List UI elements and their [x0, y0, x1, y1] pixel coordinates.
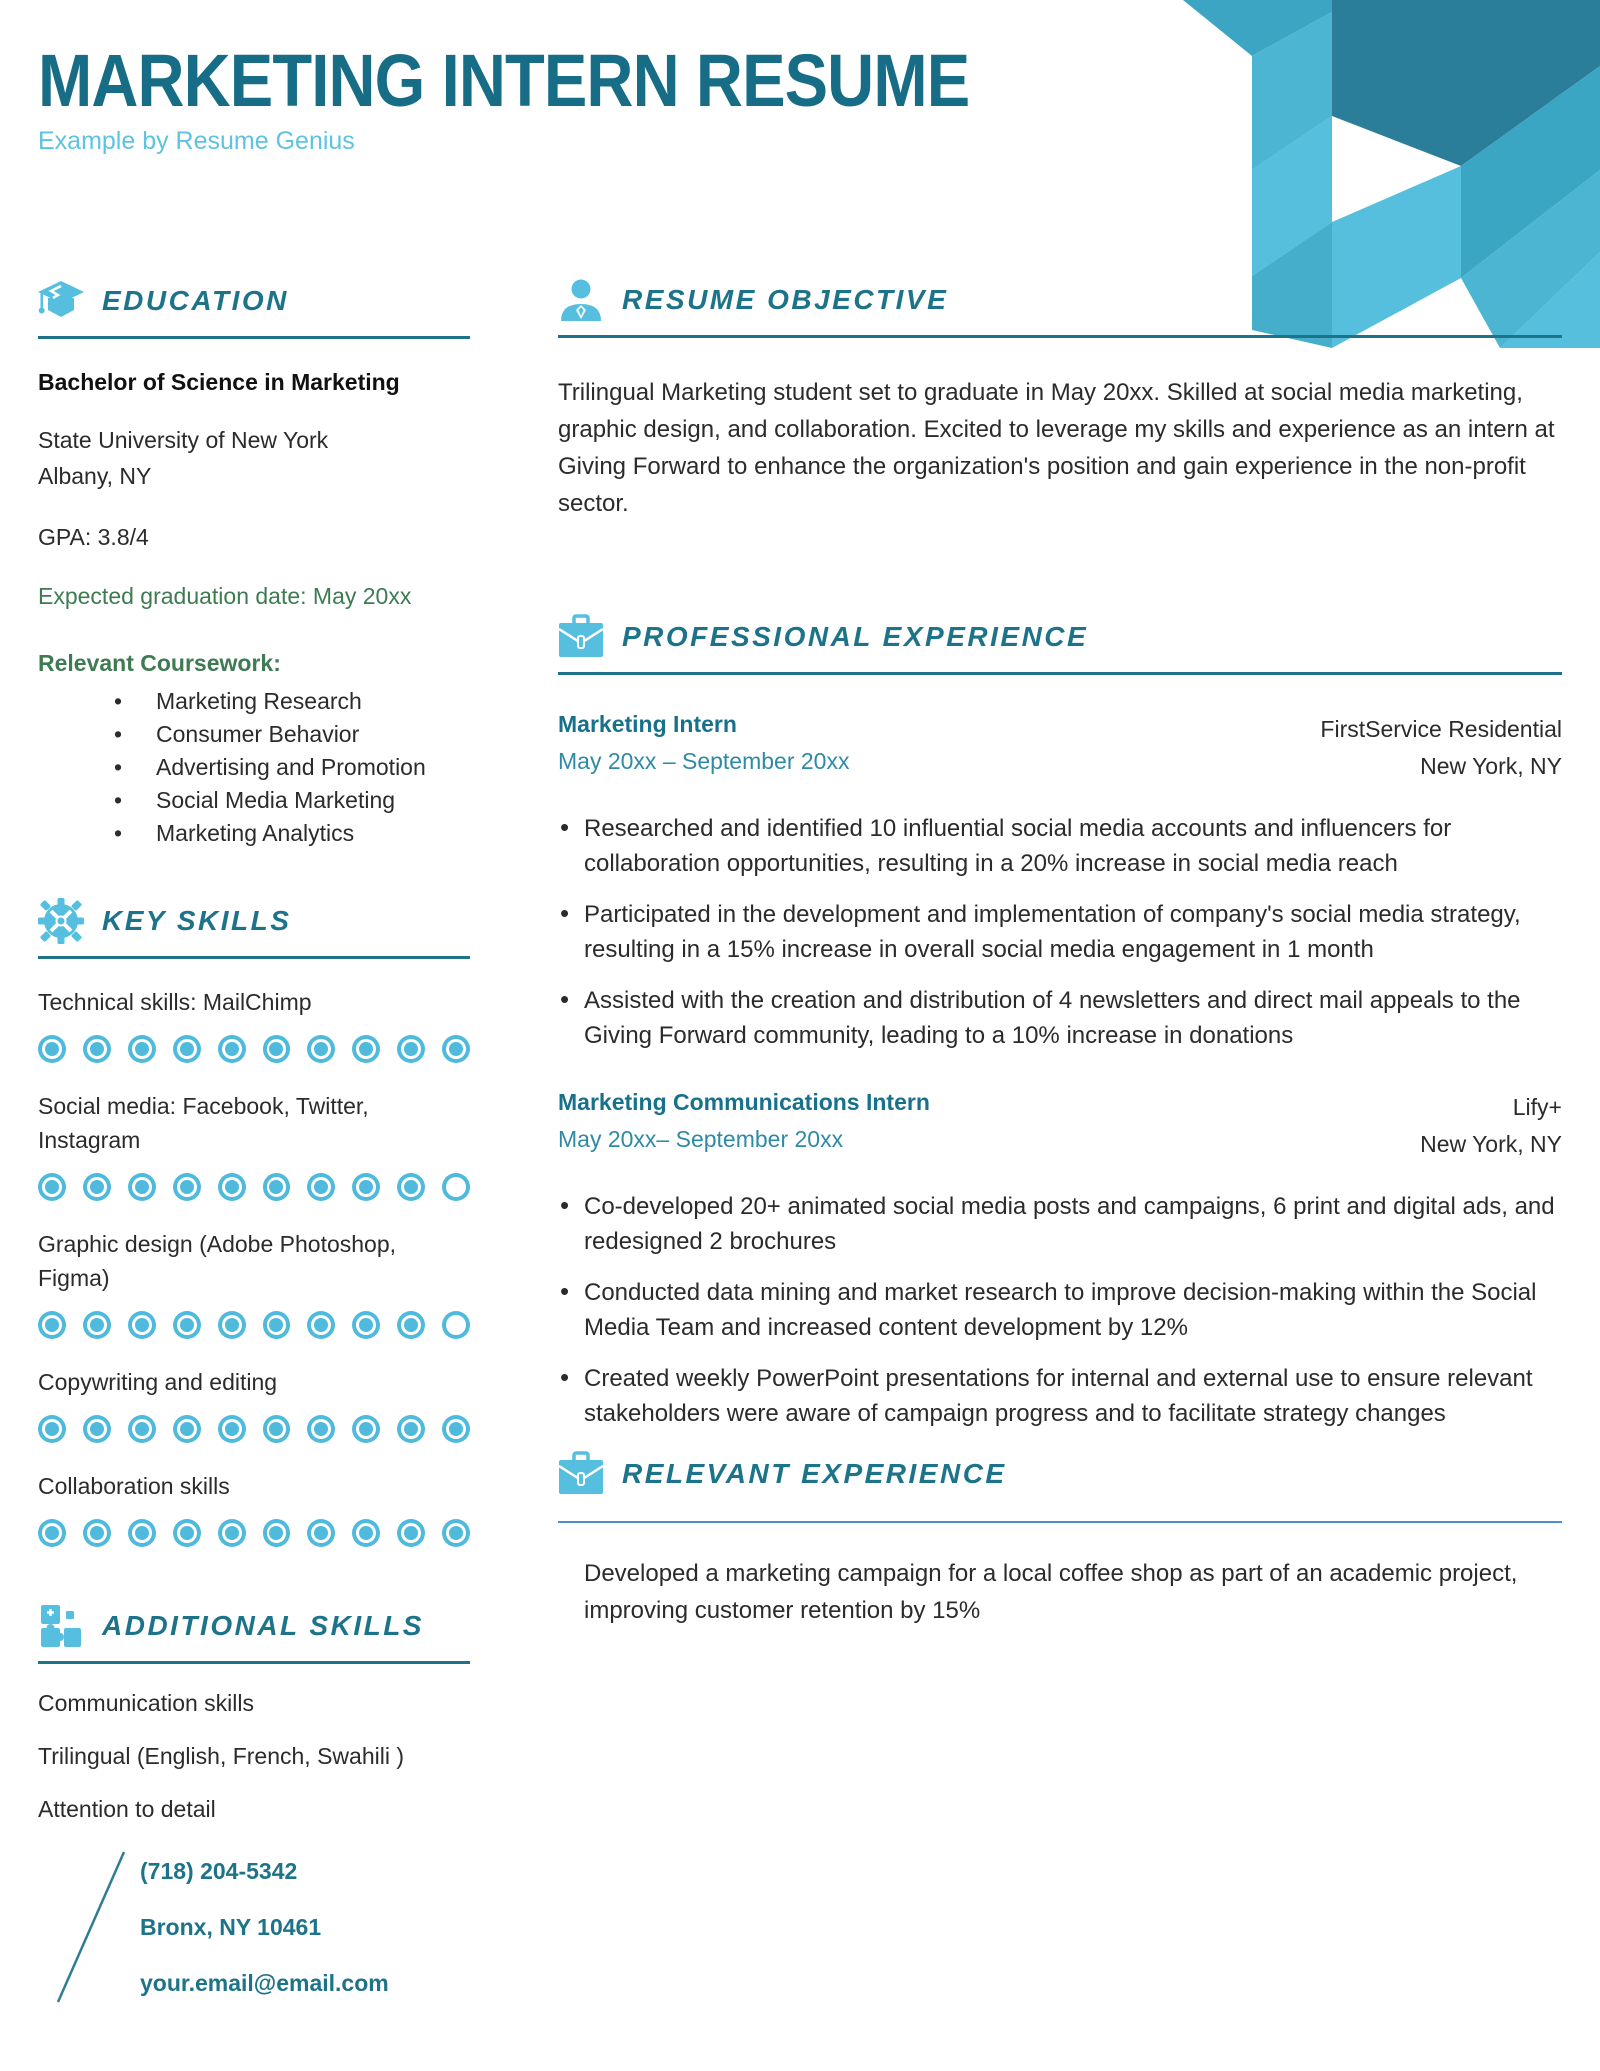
- education-school-name: State University of New York: [38, 427, 329, 453]
- rating-dot-fill: [359, 1318, 373, 1332]
- rating-dot-fill: [269, 1526, 283, 1540]
- rating-dot-filled: [173, 1519, 201, 1547]
- job-bullet: • Participated in the development and implementation of company's social media strategy, resulting in a 15% increase in overall social media engagement in 1 month: [558, 897, 1562, 967]
- section-key-skills-label: KEY SKILLS: [102, 905, 292, 936]
- rating-dot-filled: [173, 1173, 201, 1201]
- contact-lines: [140, 1858, 389, 2026]
- rating-dot-filled: [263, 1035, 291, 1063]
- rating-dot-fill: [90, 1180, 104, 1194]
- rating-dot-filled: [263, 1519, 291, 1547]
- rating-dot-filled: [218, 1415, 246, 1443]
- rating-dot-filled: [397, 1311, 425, 1339]
- rating-dot-filled: [397, 1519, 425, 1547]
- job-dates: May 20xx – September 20xx: [558, 748, 850, 774]
- job-bullet: • Created weekly PowerPoint presentations for internal and external use to ensure relevant stakeholders were aware of campaign progress and to facilitate strategy changes: [558, 1361, 1562, 1431]
- rating-dot-fill: [225, 1042, 239, 1056]
- rating-dot-filled: [38, 1519, 66, 1547]
- education-school: [38, 422, 470, 494]
- skill-rating: [38, 1173, 470, 1201]
- rating-dot-fill: [45, 1422, 59, 1436]
- contact-email[interactable]: your.email@email.com: [140, 1970, 389, 1996]
- rating-dot-fill: [359, 1422, 373, 1436]
- rating-dot-fill: [359, 1180, 373, 1194]
- section-education-label: EDUCATION: [102, 285, 289, 316]
- skill-rating: [38, 1415, 470, 1443]
- rating-dot-filled: [218, 1173, 246, 1201]
- rating-dot-filled: [83, 1311, 111, 1339]
- section-additional-skills-heading: [38, 1603, 470, 1664]
- rating-dot-fill: [225, 1422, 239, 1436]
- rating-dot-fill: [135, 1422, 149, 1436]
- rating-dot-filled: [352, 1519, 380, 1547]
- coursework-list: [38, 685, 470, 850]
- rating-dot-fill: [314, 1180, 328, 1194]
- job-bullet: • Conducted data mining and market research to improve decision-making within the Social Media Team and increased content development by 12%: [558, 1275, 1562, 1345]
- rating-dot-fill: [135, 1042, 149, 1056]
- section-relevant-experience-label: RELEVANT EXPERIENCE: [622, 1458, 1007, 1489]
- rating-dot-filled: [397, 1415, 425, 1443]
- rating-dot-fill: [269, 1180, 283, 1194]
- job-company: FirstService Residential: [1320, 716, 1562, 742]
- rating-dot-fill: [90, 1422, 104, 1436]
- rating-dot-filled: [397, 1173, 425, 1201]
- rating-dot-fill: [180, 1042, 194, 1056]
- education-degree: Bachelor of Science in Marketing: [38, 369, 400, 395]
- rating-dot-fill: [90, 1042, 104, 1056]
- rating-dot-fill: [90, 1526, 104, 1540]
- rating-dot-filled: [352, 1035, 380, 1063]
- objective-text: Trilingual Marketing student set to graduate in May 20xx. Skilled at social media marketing, graphic design, and collaboration. Excited to leverage my skills and experience as an intern at Giving Forward to enhance the organization's position and gain experience in the non-profit sector.: [558, 379, 1555, 517]
- rating-dot-fill: [135, 1318, 149, 1332]
- rating-dot-filled: [83, 1415, 111, 1443]
- contact-phone: (718) 204-5342: [140, 1858, 298, 1884]
- briefcase-icon: [558, 614, 604, 660]
- coursework-label: Relevant Coursework:: [38, 650, 281, 676]
- education-graduation-date: Expected graduation date: May 20xx: [38, 583, 412, 609]
- job-header-right: [1420, 1089, 1562, 1163]
- rating-dot-fill: [269, 1042, 283, 1056]
- rating-dot-filled: [352, 1415, 380, 1443]
- rating-dot-fill: [449, 1042, 463, 1056]
- rating-dot-fill: [404, 1422, 418, 1436]
- job-bullet: • Co-developed 20+ animated social media posts and campaigns, 6 print and digital ads, and redesigned 2 brochures: [558, 1189, 1562, 1259]
- rating-dot-fill: [269, 1422, 283, 1436]
- skill-rating: [38, 1519, 470, 1547]
- rating-dot-filled: [128, 1519, 156, 1547]
- rating-dot-fill: [449, 1422, 463, 1436]
- contact-address: Bronx, NY 10461: [140, 1914, 322, 1940]
- rating-dot-filled: [263, 1173, 291, 1201]
- rating-dot-filled: [352, 1173, 380, 1201]
- briefcase-icon: [558, 1451, 604, 1497]
- rating-dot-filled: [173, 1311, 201, 1339]
- rating-dot-filled: [442, 1415, 470, 1443]
- puzzle-icon: [38, 1603, 84, 1649]
- job-dates: May 20xx– September 20xx: [558, 1126, 844, 1152]
- rating-dot-filled: [128, 1311, 156, 1339]
- rating-dot-filled: [307, 1415, 335, 1443]
- rating-dot-fill: [135, 1526, 149, 1540]
- rating-dot-fill: [314, 1318, 328, 1332]
- rating-dot-filled: [128, 1415, 156, 1443]
- skills-list: [38, 985, 470, 1547]
- additional-skill-item: Trilingual (English, French, Swahili ): [38, 1743, 405, 1769]
- additional-skill-item: Attention to detail: [38, 1796, 216, 1822]
- rating-dot-filled: [38, 1173, 66, 1201]
- section-education-heading: [38, 278, 470, 339]
- rating-dot-filled: [352, 1311, 380, 1339]
- rating-dot-fill: [359, 1526, 373, 1540]
- skill-label: Copywriting and editing: [38, 1369, 278, 1395]
- rating-dot-empty: [442, 1173, 470, 1201]
- rating-dot-filled: [307, 1311, 335, 1339]
- rating-dot-filled: [38, 1035, 66, 1063]
- slash-decoration: [50, 1850, 130, 2010]
- education-school-location: Albany, NY: [38, 463, 152, 489]
- relevant-experience-text: Developed a marketing campaign for a local coffee shop as part of an academic project, improving customer retention by 15%: [584, 1560, 1518, 1624]
- additional-skill-item: Communication skills: [38, 1690, 255, 1716]
- rating-dot-fill: [269, 1318, 283, 1332]
- rating-dot-filled: [38, 1415, 66, 1443]
- rating-dot-fill: [404, 1042, 418, 1056]
- section-professional-experience-heading: [558, 614, 1562, 675]
- skill-label: Social media: Facebook, Twitter, Instagram: [38, 1093, 369, 1153]
- left-column: [38, 278, 470, 1823]
- rating-dot-fill: [404, 1318, 418, 1332]
- rating-dot-fill: [359, 1042, 373, 1056]
- rating-dot-filled: [442, 1519, 470, 1547]
- rating-dot-fill: [225, 1180, 239, 1194]
- rating-dot-filled: [263, 1415, 291, 1443]
- rating-dot-filled: [173, 1415, 201, 1443]
- education-gpa: GPA: 3.8/4: [38, 524, 149, 550]
- skill-label: Technical skills: MailChimp: [38, 989, 312, 1015]
- coursework-item: • Consumer Behavior: [38, 718, 470, 751]
- rating-dot-filled: [397, 1035, 425, 1063]
- job-bullet: • Assisted with the creation and distribution of 4 newsletters and direct mail appeals to the Giving Forward community, leading to a 10% increase in donations: [558, 983, 1562, 1053]
- rating-dot-filled: [83, 1519, 111, 1547]
- job-header-left: [558, 711, 849, 775]
- rating-dot-fill: [314, 1042, 328, 1056]
- rating-dot-empty: [442, 1311, 470, 1339]
- section-objective-label: RESUME OBJECTIVE: [622, 284, 949, 315]
- rating-dot-filled: [307, 1173, 335, 1201]
- rating-dot-fill: [180, 1422, 194, 1436]
- rating-dot-filled: [263, 1311, 291, 1339]
- job-header-left: [558, 1089, 930, 1153]
- rating-dot-filled: [83, 1035, 111, 1063]
- job-header-right: [1320, 711, 1562, 785]
- additional-skills-list: [38, 1690, 470, 1823]
- job-bullets: [558, 1189, 1562, 1431]
- job-location: New York, NY: [1420, 753, 1562, 779]
- jobs-container: [558, 711, 1562, 1431]
- job-bullets: [558, 811, 1562, 1053]
- rating-dot-filled: [173, 1035, 201, 1063]
- graduation-cap-icon: [38, 278, 84, 324]
- job-title: Marketing Intern: [558, 711, 737, 737]
- job-title: Marketing Communications Intern: [558, 1089, 930, 1115]
- rating-dot-fill: [45, 1526, 59, 1540]
- section-key-skills-heading: [38, 898, 470, 959]
- rating-dot-fill: [45, 1180, 59, 1194]
- rating-dot-fill: [180, 1180, 194, 1194]
- rating-dot-filled: [218, 1311, 246, 1339]
- rating-dot-filled: [218, 1519, 246, 1547]
- rating-dot-filled: [218, 1035, 246, 1063]
- rating-dot-filled: [128, 1035, 156, 1063]
- rating-dot-filled: [38, 1311, 66, 1339]
- skill-rating: [38, 1035, 470, 1063]
- rating-dot-filled: [307, 1035, 335, 1063]
- gear-icon: [38, 898, 84, 944]
- skill-rating: [38, 1311, 470, 1339]
- right-column: [558, 277, 1562, 1629]
- section-additional-skills-label: ADDITIONAL SKILLS: [102, 1610, 424, 1641]
- rating-dot-fill: [45, 1318, 59, 1332]
- person-icon: [558, 277, 604, 323]
- job-location: New York, NY: [1420, 1131, 1562, 1157]
- rating-dot-fill: [404, 1180, 418, 1194]
- rating-dot-fill: [404, 1526, 418, 1540]
- rating-dot-fill: [135, 1180, 149, 1194]
- rating-dot-fill: [314, 1422, 328, 1436]
- section-professional-experience-label: PROFESSIONAL EXPERIENCE: [622, 621, 1089, 652]
- section-relevant-experience-heading: [558, 1451, 1562, 1523]
- skill-label: Graphic design (Adobe Photoshop, Figma): [38, 1231, 397, 1291]
- rating-dot-filled: [442, 1035, 470, 1063]
- rating-dot-fill: [90, 1318, 104, 1332]
- coursework-item: • Advertising and Promotion: [38, 751, 470, 784]
- job-bullet: • Researched and identified 10 influential social media accounts and influencers for collaboration opportunities, resulting in a 20% increase in social media reach: [558, 811, 1562, 881]
- contact-block: [38, 1850, 458, 2040]
- job-header: [558, 1089, 1562, 1163]
- rating-dot-fill: [314, 1526, 328, 1540]
- section-objective-heading: [558, 277, 1562, 338]
- rating-dot-fill: [45, 1042, 59, 1056]
- job-company: Lify+: [1512, 1094, 1562, 1120]
- job-header: [558, 711, 1562, 785]
- skill-label: Collaboration skills: [38, 1473, 230, 1499]
- rating-dot-filled: [83, 1173, 111, 1201]
- rating-dot-fill: [180, 1318, 194, 1332]
- page-title: MARKETING INTERN RESUME: [38, 39, 970, 122]
- rating-dot-fill: [225, 1318, 239, 1332]
- rating-dot-fill: [180, 1526, 194, 1540]
- rating-dot-filled: [128, 1173, 156, 1201]
- page-subtitle: Example by Resume Genius: [38, 127, 355, 156]
- header: [38, 40, 1096, 156]
- coursework-item: • Marketing Research: [38, 685, 470, 718]
- rating-dot-fill: [449, 1526, 463, 1540]
- rating-dot-filled: [307, 1519, 335, 1547]
- coursework-item: • Marketing Analytics: [38, 817, 470, 850]
- rating-dot-fill: [225, 1526, 239, 1540]
- coursework-item: • Social Media Marketing: [38, 784, 470, 817]
